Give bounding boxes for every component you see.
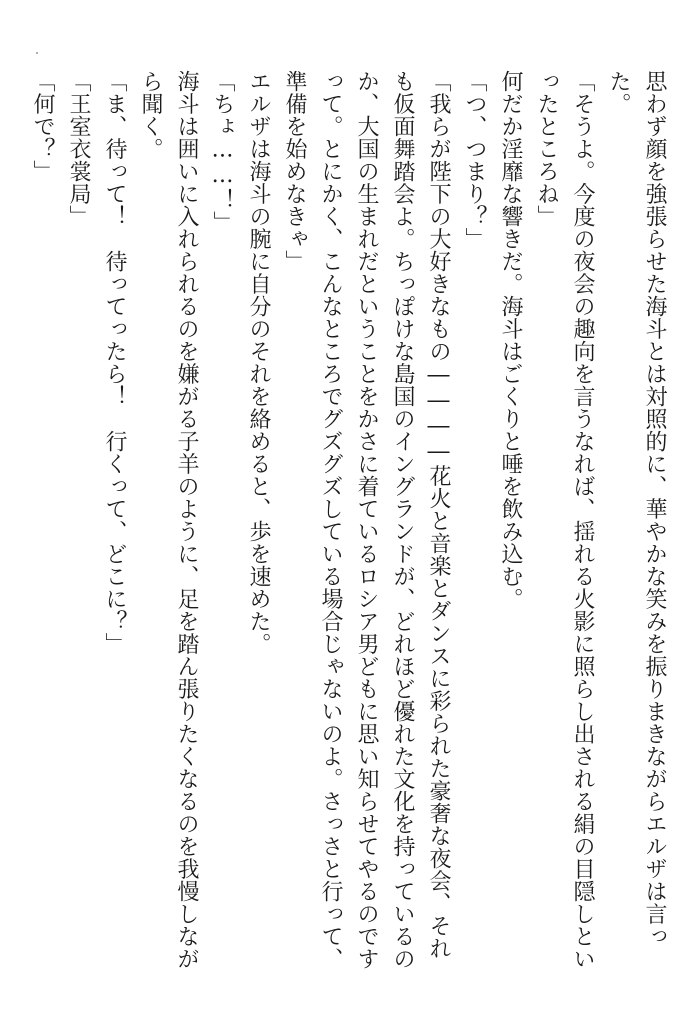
paragraph-dialogue-kaito-1: 「つ、つまり？」 bbox=[462, 70, 487, 250]
paragraph-dialogue-elza-1: 「そうよ。今度の夜会の趣向を言うなれば、揺れる火影に照らし出される絹の目隠しといったところね」 bbox=[534, 70, 595, 970]
paragraph-narration-4: 海斗は囲いに入れられるのを嫌がる子羊のように、足を踏ん張りたくなるのを我慢しながら聞く。 bbox=[138, 70, 199, 970]
paragraph-dialogue-elza-2: 「我らが陛下の大好きなもの――――花火と音楽とダンスに彩られた豪奢な夜会、それも仮面舞踏会よ。ちっぽけな島国のイングランドが、どれほど優れた文化を持っているのか、大国の生まれだということをかさに着ているロシア男どもに思い知らせてやるのですって。とにかく、こんなところでグズグズしている場合じゃないのよ。さっさと行って、準備を始めなきゃ」 bbox=[282, 70, 451, 970]
page-speck bbox=[36, 52, 38, 54]
vertical-text-body bbox=[12, 70, 672, 970]
paragraph-narration-3: エルザは海斗の腕に自分のそれを絡めると、歩を速めた。 bbox=[246, 70, 271, 655]
paragraph-dialogue-kaito-3: 「ま、待って！ 待ってったら！ 行くって、どこに？」 bbox=[102, 70, 127, 655]
paragraph-dialogue-kaito-2: 「ちょ……！」 bbox=[210, 70, 235, 234]
paragraph-dialogue-kaito-4: 「何で？」 bbox=[30, 70, 55, 183]
paragraph-narration-1: 思わず顔を強張らせた海斗とは対照的に、華やかな笑みを振りまきながらエルザは言った。 bbox=[606, 70, 667, 948]
paragraph-narration-2: 何だか淫靡な響きだ。海斗はごくりと唾を飲み込む。 bbox=[498, 70, 523, 610]
paragraph-dialogue-elza-3: 「王室衣裳局」 bbox=[66, 70, 91, 228]
